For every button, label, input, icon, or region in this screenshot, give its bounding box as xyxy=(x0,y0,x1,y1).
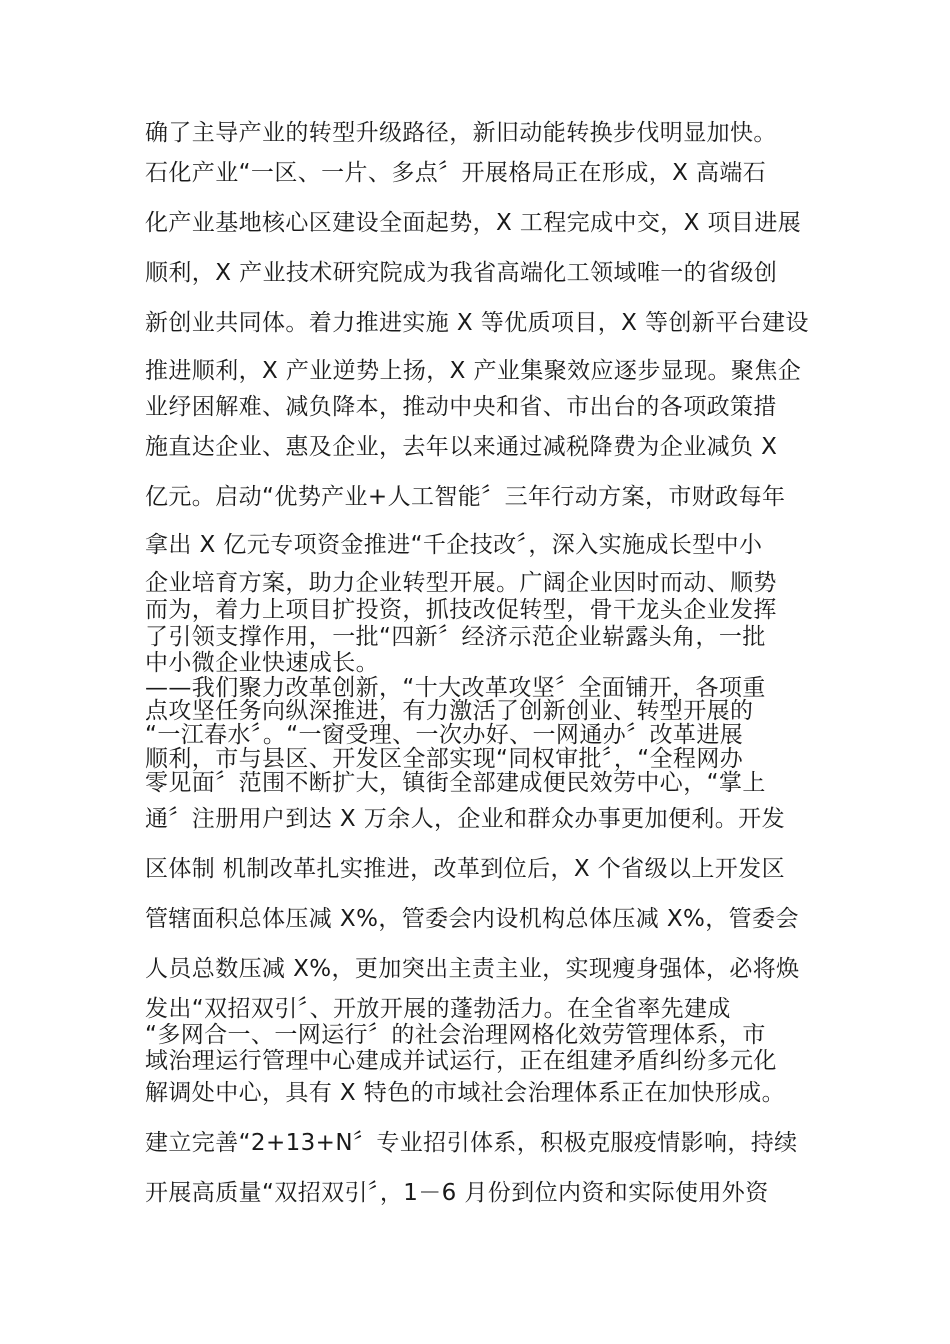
text-line: 新创业共同体。着力推进实施 X 等优质项目，X 等创新平台建设 xyxy=(145,310,809,336)
text-line: 人员总数压减 X%，更加突出主责主业，实现瘦身强体，必将焕 xyxy=(145,956,800,982)
text-line: 点攻坚任务向纵深推进，有力激活了创新创业、转型开展的 xyxy=(145,698,754,724)
text-line: 了引领支撑作用，一批“四新〞经济示范企业崭露头角，一批 xyxy=(145,624,766,650)
text-line: 拿出 X 亿元专项资金推进“千企技改〞，深入实施成长型中小 xyxy=(145,532,763,558)
text-line: 域治理运行管理中心建成并试运行，正在组建矛盾纠纷多元化 xyxy=(145,1048,777,1074)
text-line: 顺利，X 产业技术研究院成为我省高端化工领域唯一的省级创 xyxy=(145,260,778,286)
text-line: 中小微企业快速成长。 xyxy=(145,650,379,676)
text-line: 零见面〞范围不断扩大，镇街全部建成便民效劳中心，“掌上 xyxy=(145,770,766,796)
text-line: “一江春水〞。“一窗受理、一次办好、一网通办〞改革进展 xyxy=(145,722,744,748)
text-line: 确了主导产业的转型升级路径，新旧动能转换步伐明显加快。 xyxy=(145,120,777,146)
text-line: 管辖面积总体压减 X%，管委会内设机构总体压减 X%，管委会 xyxy=(145,906,799,932)
text-line: 通〞注册用户到达 X 万余人，企业和群众办事更加便利。开发 xyxy=(145,806,785,832)
text-line: 解调处中心，具有 X 特色的市域社会治理体系正在加快形成。 xyxy=(145,1080,785,1106)
text-line: 建立完善“2+13+N〞专业招引体系，积极克服疫情影响，持续 xyxy=(145,1130,798,1156)
text-line: 施直达企业、惠及企业，去年以来通过减税降费为企业减负 X xyxy=(145,434,778,460)
text-line: 企业培育方案，助力企业转型开展。广阔企业因时而动、顺势 xyxy=(145,570,777,596)
text-line: 开展高质量“双招双引〞，1－6 月份到位内资和实际使用外资 xyxy=(145,1180,769,1206)
text-line: 区体制 机制改革扎实推进，改革到位后，X 个省级以上开发区 xyxy=(145,856,785,882)
text-line: 顺利，市与县区、开发区全部实现“同权审批〞，“全程网办 xyxy=(145,746,744,772)
text-line: 业纾困解难、减负降本，推动中央和省、市出台的各项政策措 xyxy=(145,394,777,420)
text-line: “多网合一、一网运行〞的社会治理网格化效劳管理体系，市 xyxy=(145,1022,766,1048)
text-line: ——我们聚力改革创新，“十大改革攻坚〞全面铺开，各项重 xyxy=(145,675,766,701)
text-line: 化产业基地核心区建设全面起势，X 工程完成中交，X 项目进展 xyxy=(145,210,802,236)
text-line: 亿元。启动“优势产业+人工智能〞三年行动方案，市财政每年 xyxy=(145,484,786,510)
text-line: 而为，着力上项目扩投资，抓技改促转型，骨干龙头企业发挥 xyxy=(145,597,777,623)
text-line: 发出“双招双引〞、开放开展的蓬勃活力。在全省率先建成 xyxy=(145,996,731,1022)
text-line: 推进顺利，X 产业逆势上扬，X 产业集聚效应逐步显现。聚焦企 xyxy=(145,358,802,384)
text-line: 石化产业“一区、一片、多点〞开展格局正在形成，X 高端石 xyxy=(145,160,767,186)
